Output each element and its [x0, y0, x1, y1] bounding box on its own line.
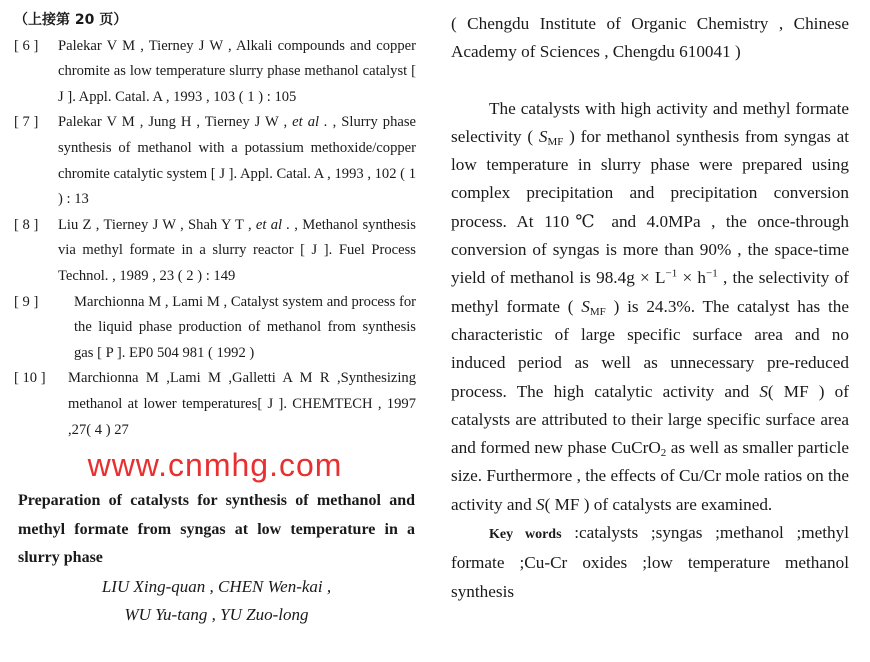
et-al: et al .: [255, 216, 291, 233]
references-column: [14, 8, 416, 443]
reference-text: Marchionna M ,Lami M ,Galletti A M R ,Synthesizing methanol at lower temperatures[ J ]. CHEMTECH , 1997 ,27( 4 ) 27: [68, 370, 416, 438]
reference-item: [14, 110, 416, 212]
abstract-text: ) is 24.3%. The catalyst has the characteristic of large specific surface area and no induced period as well as unnecessary pre-reduced process. The high catalytic activity and: [451, 296, 849, 401]
reference-item: [14, 290, 416, 367]
authors-line: WU Yu-tang , YU Zuo-long: [124, 605, 309, 625]
institution: ( Chengdu Institute of Organic Chemistry , Chinese Academy of Sciences , Chengdu 610041 ): [451, 14, 849, 62]
abstract: [451, 95, 849, 519]
watermark: www.cnmhg.com: [87, 447, 343, 484]
keywords: [451, 519, 849, 606]
abstract-text: ( MF ) of catalysts are examined.: [544, 494, 773, 514]
abstract-text: , the selectivity of methyl formate (: [451, 268, 849, 316]
abstract-text: ( MF ) of catalysts are attributed to their large specific surface area and formed new phase CuCrO: [451, 381, 849, 458]
authors: [14, 573, 415, 630]
reference-text: [58, 213, 416, 290]
reference-number: [ 9 ]: [14, 293, 39, 310]
superscript: −1: [706, 267, 718, 280]
keywords-label: Key words: [489, 527, 562, 543]
left-column: [14, 8, 416, 630]
abstract-text: × h: [677, 268, 706, 288]
keywords-text: :catalysts ;syngas ;methanol ;methyl formate ;Cu-Cr oxides ;low temperature methanol synthesis: [451, 523, 849, 601]
reference-body: , Methanol synthesis via methyl formate in a slurry reactor [ J ]. Fuel Process Technol. , 1989 , 23 ( 2 ) : 149: [58, 216, 416, 284]
symbol: S: [538, 126, 548, 146]
reference-item: [14, 34, 416, 111]
subscript: 2: [660, 447, 667, 460]
et-al: et al .: [292, 114, 328, 131]
continued-note: （上接第 20 页）: [14, 12, 128, 28]
symbol: S: [581, 296, 590, 316]
reference-text: Marchionna M , Lami M , Catalyst system and process for the liquid phase production of methanol from synthesis gas [ P ]. EP0 504 981 ( 1992 ): [74, 293, 416, 361]
reference-item: [14, 366, 416, 443]
reference-text: [58, 110, 416, 212]
subscript: MF: [589, 305, 606, 318]
reference-number: [ 6 ]: [14, 37, 39, 54]
reference-number: [ 7 ]: [14, 114, 39, 131]
abstract-text: ) for methanol synthesis from syngas at low temperature in slurry phase were prepared using complex precipitation and precipitation conversion process. At 110℃ and 4.0MPa , the once-through conversion of syngas is more than 90% , the space-time yield of methanol is 98.4g × L: [451, 126, 849, 288]
abstract-text: The catalysts with high activity and methyl formate selectivity (: [451, 98, 849, 146]
authors-line: LIU Xing-quan , CHEN Wen-kai ,: [101, 576, 332, 596]
symbol: S: [759, 381, 768, 401]
abstract-text: as well as smaller particle size. Furthermore , the effects of Cu/Cr mole ratios on the activity and: [451, 438, 849, 514]
symbol: S: [535, 494, 545, 514]
reference-item: [14, 213, 416, 290]
english-title: Preparation of catalysts for synthesis of methanol and methyl formate from syngas at low temperature in a slurry phase: [18, 492, 415, 567]
reference-text: Palekar V M , Tierney J W , Alkali compounds and copper chromite as low temperature slurry phase methanol catalyst [ J ]. Appl. Catal. A , 1993 , 103 ( 1 ) : 105: [58, 37, 416, 105]
reference-body: , Slurry phase synthesis of methanol with a potassium methoxide/copper chromite catalytic system [ J ]. Appl. Catal. A , 1993 , 102 ( 1 ) : 13: [58, 114, 417, 208]
abstract-column: [451, 10, 849, 606]
reference-number: [ 10 ]: [14, 370, 46, 387]
reference-authors: Liu Z , Tierney J W , Shah Y T ,: [58, 216, 256, 233]
reference-authors: Palekar V M , Jung H , Tierney J W ,: [58, 114, 293, 131]
superscript: −1: [665, 267, 678, 280]
subscript: MF: [547, 135, 564, 148]
reference-number: [ 8 ]: [14, 216, 39, 233]
